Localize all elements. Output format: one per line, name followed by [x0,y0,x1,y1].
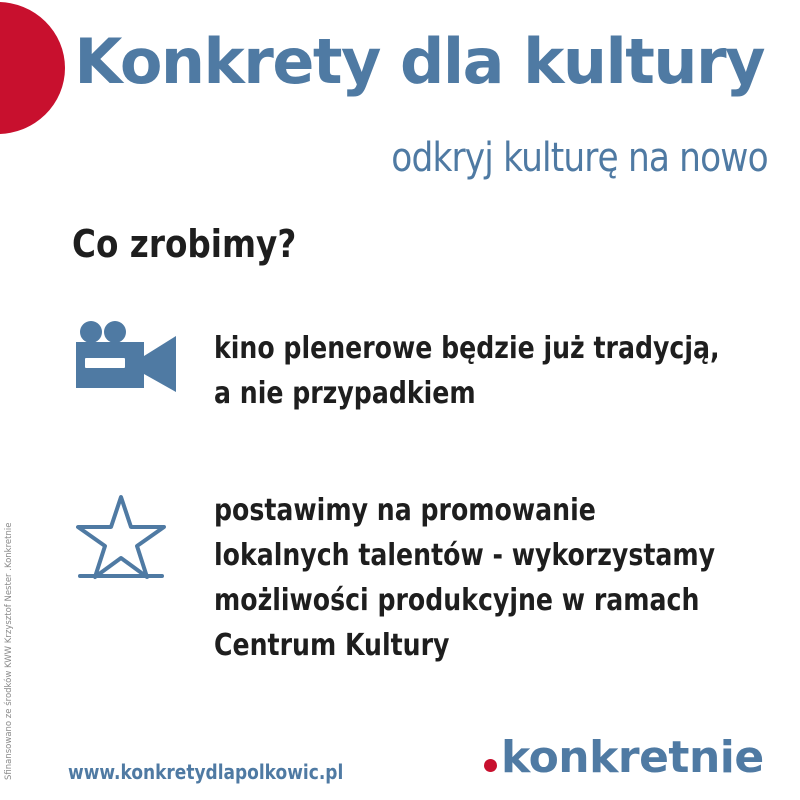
star-icon [76,494,166,580]
list-item-line: Centrum Kultury [214,628,450,663]
page-subtitle: odkryj kulturę na nowo [391,135,768,181]
website-link[interactable]: www.konkretydlapolkowic.pl [68,760,344,784]
list-item [214,488,715,668]
brand-dot [484,759,497,772]
list-item [214,326,720,416]
list-item-line: postawimy na promowanie [214,493,596,528]
film-camera-icon [74,320,178,392]
brand-name: konkretnie [501,732,764,783]
section-heading: Co zrobimy? [72,222,297,266]
page-title: Konkrety dla kultury [74,25,764,98]
brand-logo [484,732,764,783]
list-item-line: kino plenerowe będzie już tradycją, [214,331,720,366]
red-circle-decoration [0,2,65,134]
list-item-line: a nie przypadkiem [214,376,476,411]
list-item-line: lokalnych talentów - wykorzystamy [214,538,716,573]
funding-note: Sfinansowano ze środków KWW Krzysztof Nester .Konkretnie [4,522,14,780]
list-item-line: możliwości produkcyjne w ramach [214,583,700,618]
